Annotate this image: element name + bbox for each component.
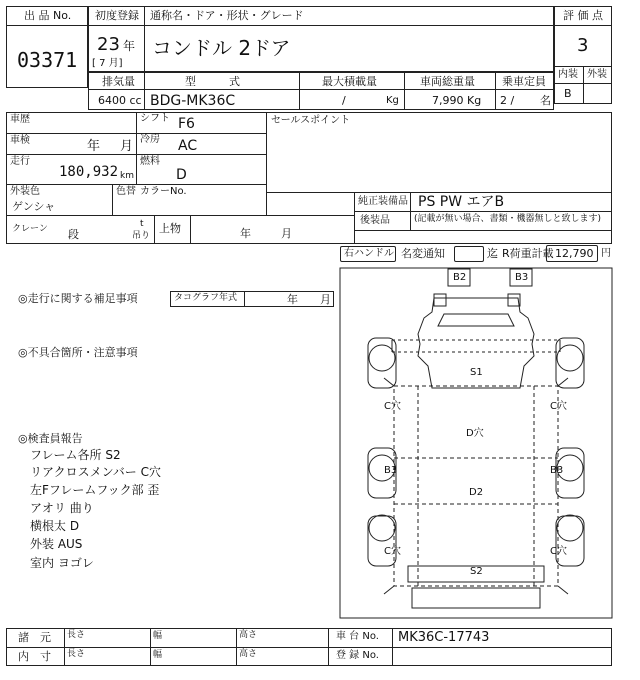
inspector-line: 左Fフレームフック部 歪	[30, 483, 160, 497]
crane-hoist-unit: 吊り	[132, 231, 151, 241]
inspector-line: 外装 AUS	[30, 537, 83, 551]
diagram-d-center: D穴	[466, 428, 484, 439]
ac-value: AC	[178, 138, 198, 154]
capacity-label: 乗車定員	[502, 75, 546, 88]
inspector-line: フレーム各所 S2	[30, 448, 121, 462]
chassis-label: 車 台 No.	[336, 631, 379, 642]
name-change-box	[454, 246, 484, 262]
exterior-color-label: 外装色	[10, 186, 40, 197]
shift-label: シフト	[140, 113, 170, 124]
lot-label: 出 品 No.	[24, 9, 72, 22]
inspector-line: 室内 ヨゴレ	[30, 556, 94, 570]
reg-label: 登 録 No.	[336, 650, 379, 661]
mileage-label: 走行	[10, 156, 30, 167]
inspection-year-unit: 年	[87, 139, 101, 154]
tacho-label: タコグラフ年式	[174, 293, 238, 303]
diagram-b3-left: B3	[384, 465, 398, 476]
exterior-label: 外装	[587, 69, 607, 80]
aftermarket-note: (記載が無い場合、書類・機器無しと致します)	[414, 214, 602, 224]
diagram-b2: B2	[453, 272, 467, 283]
diagram-c-left-top: C穴	[384, 401, 401, 412]
mileage-value: 180,932	[59, 164, 119, 180]
r-weight-unit: 円	[601, 248, 611, 259]
standard-equipment-label: 純正装備品	[358, 196, 408, 207]
displacement-value: 6400 cc	[98, 94, 142, 107]
inspector-line: アオリ 曲り	[30, 501, 94, 515]
footer-width-label: 幅	[153, 631, 163, 641]
footer-height-label: 高さ	[239, 630, 258, 640]
displacement-label: 排気量	[102, 75, 135, 88]
model-value: BDG-MK36C	[150, 93, 236, 109]
steering-value: 右ハンドル	[344, 248, 394, 259]
gross-weight-value: 7,990 Kg	[432, 94, 482, 107]
diagram-b3-top: B3	[515, 272, 529, 283]
diagram-c-left-bottom: C穴	[384, 546, 401, 557]
year-unit: 年	[123, 39, 136, 53]
loading-month-unit: 月	[281, 227, 292, 240]
inspector-label: ◎検査員報告	[18, 432, 83, 445]
standard-equipment-value: PS PW エアB	[418, 194, 505, 210]
chassis-value: MK36C-17743	[398, 630, 490, 645]
shift-value: F6	[178, 116, 195, 132]
tacho-month-unit: 月	[320, 293, 331, 306]
vehicle-name: コンドル 2ドア	[152, 36, 291, 60]
footer-length-label-2: 長さ	[67, 649, 86, 659]
diagram-d2: D2	[469, 487, 484, 498]
name-change-label: 名変通知	[401, 247, 445, 260]
capacity-value: 2 /	[500, 94, 515, 107]
diagram-b3-right: B3	[550, 465, 564, 476]
loading-year-unit: 年	[240, 227, 251, 240]
fuel-label: 燃料	[140, 156, 160, 167]
first-reg-year: 23	[97, 34, 120, 55]
loading-label: 上物	[159, 222, 181, 235]
inspection-label: 車検	[10, 135, 30, 146]
ac-label: 冷房	[140, 134, 160, 145]
max-load-label: 最大積載量	[322, 75, 377, 88]
name-change-unit: 迄	[487, 247, 498, 260]
gross-weight-label: 車両総重量	[420, 75, 475, 88]
mileage-unit: km	[120, 171, 134, 181]
defects-label: ◎不具合箇所・注意事項	[18, 346, 138, 359]
score-value: 3	[577, 35, 589, 56]
tacho-year-unit: 年	[287, 293, 298, 306]
history-label: 車歴	[10, 114, 30, 125]
r-weight-label: R荷重計載	[502, 247, 554, 260]
crane-label: クレーン	[12, 224, 48, 234]
aftermarket-label: 後装品	[360, 215, 390, 226]
crane-stage-unit: 段	[68, 228, 79, 241]
lot-number: 03371	[17, 48, 78, 72]
diagram-s1: S1	[470, 367, 483, 378]
diagram-c-right-top: C穴	[550, 401, 567, 412]
interior-score: B	[564, 87, 572, 100]
footer-row1-label: 諸 元	[18, 631, 51, 644]
crane-capacity-unit: t	[140, 219, 144, 229]
score-label: 評 価 点	[563, 9, 603, 22]
interior-label: 内装	[558, 69, 578, 80]
color-no-label: 色替	[116, 186, 136, 197]
diagram-s2: S2	[470, 566, 483, 577]
max-load-value: /	[342, 94, 346, 107]
exterior-color-value: ゲンシャ	[12, 200, 56, 213]
footer-height-label-2: 高さ	[239, 649, 258, 659]
r-weight-value: 12,790	[555, 247, 594, 260]
sales-points-label: セールスポイント	[271, 115, 351, 126]
footer-width-label-2: 幅	[153, 650, 163, 660]
inspector-line: 横根太 D	[30, 519, 80, 533]
first-reg-label: 初度登録	[95, 9, 139, 22]
footer-row2-label: 内 寸	[18, 650, 51, 663]
diagram-c-right-bottom: C穴	[550, 546, 567, 557]
capacity-unit: 名	[540, 94, 551, 107]
max-load-unit: Kg	[386, 95, 399, 106]
footer-length-label: 長さ	[67, 630, 86, 640]
model-label: 型 式	[185, 75, 240, 88]
driving-notes-label: ◎走行に関する補足事項	[18, 292, 138, 305]
inspector-line: リアクロスメンバー C穴	[30, 465, 161, 479]
fuel-value: D	[176, 167, 187, 183]
name-label: 通称名・ドア・形状・グレード	[150, 9, 304, 22]
inspection-month-unit: 月	[120, 139, 134, 154]
first-reg-month: [ 7 月]	[92, 58, 123, 69]
color-code-label: カラーNo.	[140, 186, 187, 197]
